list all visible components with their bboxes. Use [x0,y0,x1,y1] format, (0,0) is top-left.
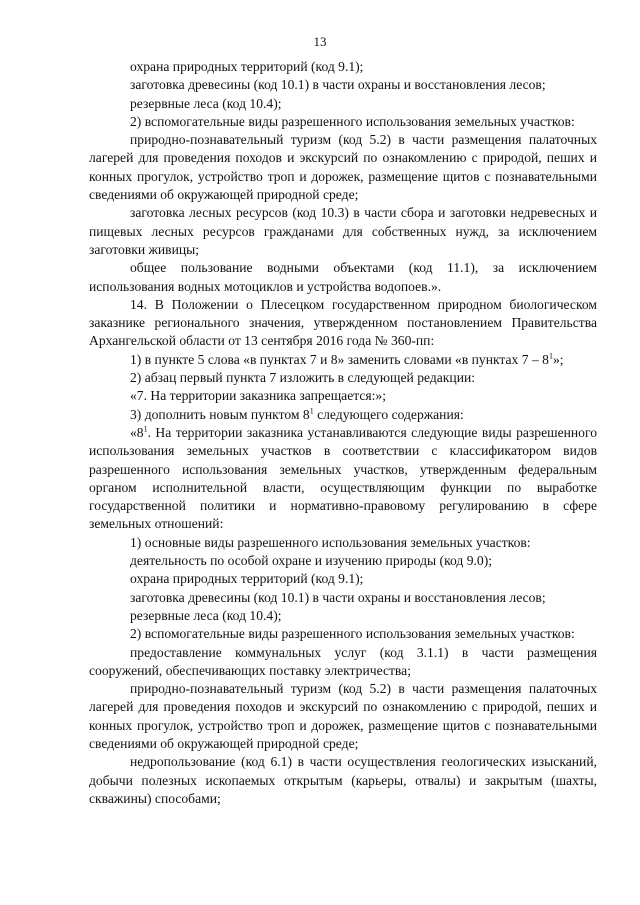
paragraph-text: 1) основные виды разрешенного использования земельных участков: [130,534,531,550]
paragraph [89,406,597,424]
paragraph-text: 2) вспомогательные виды разрешенного использования земельных участков: [130,113,575,129]
paragraph [89,58,597,76]
paragraph-text: природно-познавательный туризм (код 5.2) в части размещения палаточных лагерей для проведения походов и экскурсий по ознакомлению с природой, пеших и конных прогулок, устройство троп и дорожек, размещение щитов с познавательными сведениями об окружающей природной среде; [89,681,597,751]
paragraph [89,625,597,643]
paragraph-text: «8 [130,424,144,440]
paragraph [89,351,597,369]
paragraph-text: охрана природных территорий (код 9.1); [130,59,364,74]
paragraph-text: деятельность по особой охране и изучению природы (код 9.0); [130,553,493,569]
paragraph-text: резервные леса (код 10.4); [130,95,282,111]
paragraph-text: 14. В Положении о Плесецком государственном природном биологическом заказнике регионального значения, утвержденном постановлением Правительства Архангельской области от 13 сентября 2016 года № 360-пп: [89,296,597,349]
paragraph [89,95,597,113]
paragraph [89,369,597,387]
paragraph-text: заготовка древесины (код 10.1) в части охраны и восстановления лесов; [130,589,546,605]
paragraph-text-continued: . На территории заказника устанавливаются следующие виды разрешенного использования земельных участков в соответствии с классификатором видов разрешенного использования земельных участков, утвержденным федеральным органом исполнительной власти, осуществляющим функции по выработке государственной политики и нормативно-правовому регулированию в сфере земельных отношений: [89,424,597,532]
paragraph [89,570,597,588]
paragraph [89,131,597,204]
paragraph-text: 2) абзац первый пункта 7 изложить в следующей редакции: [130,370,476,386]
paragraph [89,607,597,625]
paragraph [89,680,597,753]
paragraph [89,296,597,351]
paragraph-text: предоставление коммунальных услуг (код 3.1.1) в части размещения сооружений, обеспечивающих поставку электричества; [89,644,597,678]
paragraph-text: 3) дополнить новым пунктом 8 [130,406,310,422]
paragraph [89,552,597,570]
paragraph [89,76,597,94]
paragraph [89,534,597,552]
paragraph-text: заготовка древесины (код 10.1) в части охраны и восстановления лесов; [130,77,546,93]
superscript: 1 [309,406,314,416]
paragraph [89,424,597,534]
paragraph-text: резервные леса (код 10.4); [130,607,282,623]
paragraph [89,113,597,131]
superscript: 1 [143,424,148,434]
paragraph-text: «7. На территории заказника запрещается:»; [130,388,386,404]
paragraph [89,753,597,808]
paragraph-text-continued: следующего содержания: [313,406,464,422]
paragraph [89,387,597,405]
paragraph [89,644,597,681]
superscript: 1 [548,351,553,361]
paragraph-text: недропользование (код 6.1) в части осуществления геологических изысканий, добычи полезных ископаемых открытым (карьеры, отвалы) и закрытым (шахты, скважины) способами; [89,754,597,806]
paragraph-text: общее пользование водными объектами (код 11.1), за исключением использования водных мотоциклов и устройства водопоев.». [89,260,597,294]
paragraph-text: природно-познавательный туризм (код 5.2) в части размещения палаточных лагерей для проведения походов и экскурсий по ознакомлению с природой, пеших и конных прогулок, устройство троп и дорожек, размещение щитов с познавательными сведениями об окружающей природной среде; [89,132,597,203]
document-body [89,58,597,808]
paragraph-text: 1) в пункте 5 слова «в пунктах 7 и 8» заменить словами «в пунктах 7 – 8 [130,351,549,367]
paragraph-text-continued: »; [552,351,564,367]
paragraph-text: охрана природных территорий (код 9.1); [130,571,364,587]
paragraph [89,204,597,259]
paragraph [89,259,597,296]
paragraph-text: заготовка лесных ресурсов (код 10.3) в части сбора и заготовки недревесных и пищевых лесных ресурсов гражданами для собственных нужд, за исключением заготовки живицы; [89,205,597,257]
paragraph-text: 2) вспомогательные виды разрешенного использования земельных участков: [130,626,575,642]
page-number: 13 [313,34,327,49]
paragraph [89,589,597,607]
